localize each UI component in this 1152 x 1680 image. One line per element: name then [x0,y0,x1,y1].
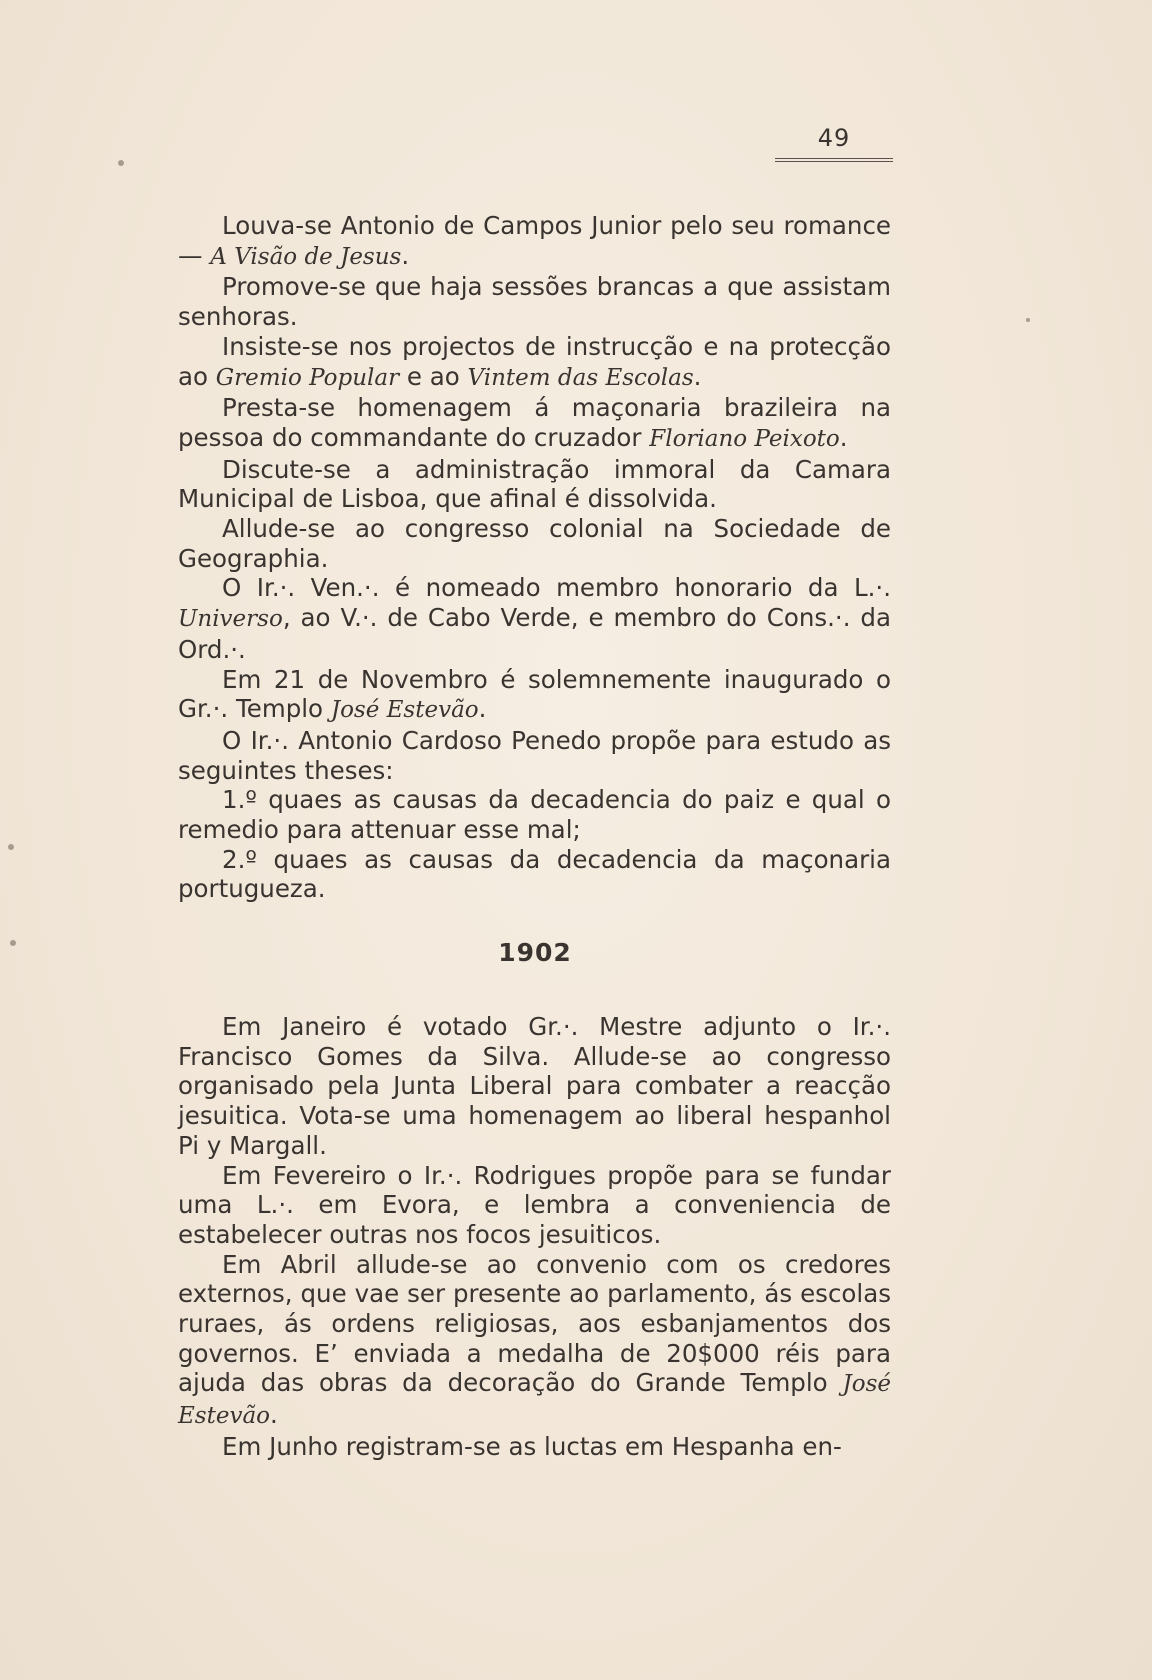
text-run: 2.º quaes as causas da decadencia da maçonaria portugueza. [178,844,891,904]
text-run: Promove-se que haja sessões brancas a que assistam senhoras. [178,272,891,332]
italic-title: A Visão de Jesus [210,243,402,270]
italic-title: José Estevão [178,1371,891,1430]
paragraph [178,785,891,844]
year-heading: 1902 [498,938,572,967]
text-run: Em Junho registram-se as luctas em Hespanha en- [222,1431,842,1461]
italic-title: José Estevão [330,697,479,724]
text-run: 1.º quaes as causas da decadencia do paiz e qual o remedio para attenuar esse mal; [178,785,891,845]
paragraph [178,1161,891,1250]
text-run: Allude-se ao congresso colonial na Sociedade de Geographia. [178,514,891,573]
text-run: e ao [399,361,468,391]
text-run: O Ir.·. Antonio Cardoso Penedo propõe para estudo as seguintes theses: [178,725,891,785]
text-run: Em 21 de Novembro é solemnemente inaugurado o Gr.·. Templo [178,664,891,724]
paragraph [178,455,891,514]
paragraph [178,332,891,393]
italic-title: Vintem das Escolas [467,364,694,391]
text-run: Em Janeiro é votado Gr.·. Mestre adjunto o Ir.·. Francisco Gomes da Silva. Allude-se ao congresso organisado pela Junta Liberal para combater a reacção jesuitica. Vota-se uma homenagem ao liberal hespanhol Pi y Margall. [178,1012,891,1160]
paragraph [178,726,891,785]
italic-title: Universo [178,606,283,633]
paper-speck [118,160,124,166]
paragraph [178,393,891,454]
paper-speck [10,940,16,946]
paper-speck [1026,318,1030,322]
text-run: . [401,240,410,270]
paragraph [178,573,891,664]
paragraph [178,272,891,331]
paragraph [178,1250,891,1432]
text-block-top [178,211,891,904]
paragraph [178,211,891,272]
paragraph [178,514,891,573]
paragraph [178,1432,891,1462]
page-number-rule [775,158,893,162]
text-run: Presta-se homenagem á maçonaria brazileira na pessoa do commandante do cruzador [178,393,891,452]
text-run: O Ir.·. Ven.·. é nomeado membro honorario da L.·. [222,573,891,603]
paragraph [178,1012,891,1161]
italic-title: Floriano Peixoto [649,425,840,452]
paper-speck [8,844,14,850]
page-header [775,124,893,162]
text-run: . [270,1400,278,1430]
paragraph [178,665,891,726]
text-run: . [478,694,487,724]
text-run: . [839,422,848,452]
text-run: . [693,361,702,391]
text-run: Em Fevereiro o Ir.·. Rodrigues propõe para se fundar uma L.·. em Evora, e lembra a conveniencia de estabelecer outras nos focos jesuiticos. [178,1160,891,1249]
italic-title: Gremio Popular [215,364,400,391]
page-number: 49 [817,124,851,152]
text-run: , ao V.·. de Cabo Verde, e membro do Cons.·. da Ord.·. [178,603,891,664]
paragraph [178,845,891,904]
text-run: Insiste-se nos projectos de instrucção e na protecção ao [178,331,891,391]
text-run: Louva-se Antonio de Campos Junior pelo seu romance — [178,211,891,270]
text-run: Em Abril allude-se ao convenio com os credores externos, que vae ser presente ao parlamento, ás escolas ruraes, ás ordens religiosas, aos esbanjamentos dos governos. E’ enviada a medalha de 20$000 réis para ajuda das obras da decoração do Grande Templo [178,1249,891,1398]
text-run: Discute-se a administração immoral da Camara Municipal de Lisboa, que afinal é dissolvida. [178,454,891,514]
text-block-bottom [178,1012,891,1462]
